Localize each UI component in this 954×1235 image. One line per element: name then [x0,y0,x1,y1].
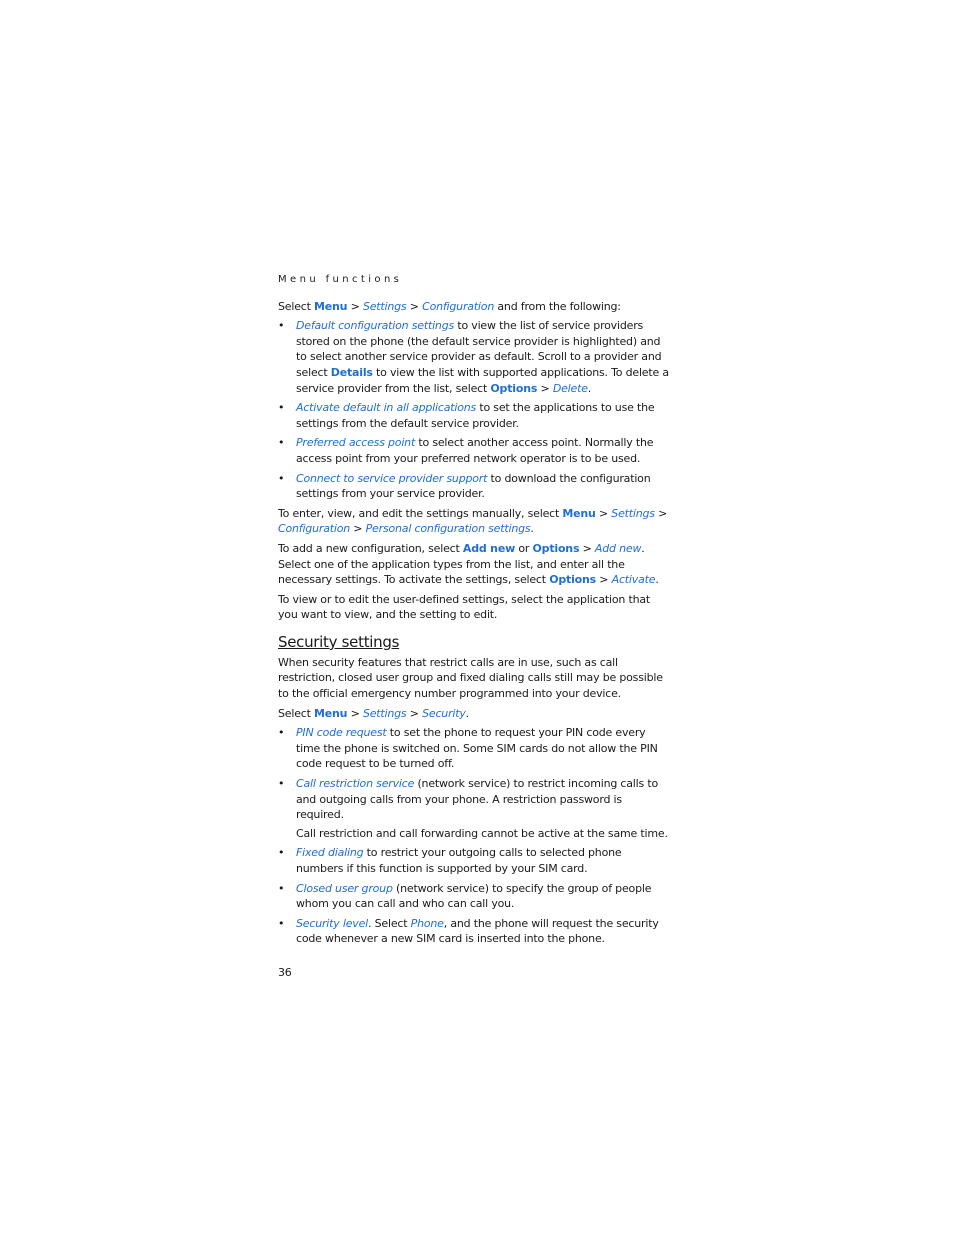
list-item: • Connect to service provider support to download the configuration settings from your service provider. [278,471,670,502]
manual-settings-paragraph: To enter, view, and edit the settings manually, select Menu > Settings > Configuration > Personal configuration settings. [278,506,668,536]
details-key: Details [330,365,373,379]
security-level-option: Security level [296,916,369,930]
security-option: Security [422,706,466,720]
security-intro-paragraph: When security features that restrict calls are in use, such as call restriction, closed user group and fixed dialing calls still may be possible to the official emergency number programmed into your device. [278,655,663,701]
list-item: • Call restriction service (network service) to restrict incoming calls to and outgoing calls from your phone. A restriction password is required. Call restriction and call forwarding cannot be active at the same time. [278,776,670,841]
menu-key: Menu [314,299,348,313]
list-item: • Preferred access point to select another access point. Normally the access point from your preferred network operator is to be used. [278,435,670,466]
list-item: • Default configuration settings to view the list of service providers stored on the phone (the default service provider is highlighted) and to select another service provider as default. Scroll to a provider and select Details to view the list with supported applications. To delete a service provider from the list, select Options > Delete. [278,318,670,396]
page-content [278,272,670,981]
config-options-list [278,318,670,502]
options-key: Options [532,541,580,555]
personal-configuration-option: Personal configuration settings [365,522,531,536]
pin-code-request-option: PIN code request [296,726,387,740]
call-restriction-service-option: Call restriction service [296,777,415,791]
add-new-key: Add new [462,541,516,555]
list-item: • Fixed dialing to restrict your outgoing calls to selected phone numbers if this function is supported by your SIM card. [278,845,670,876]
page-number: 36 [278,965,292,979]
list-item: • Closed user group (network service) to specify the group of people whom you can call and who can call you. [278,881,670,912]
add-configuration-paragraph: To add a new configuration, select Add new or Options > Add new. Select one of the application types from the list, and enter all the necessary settings. To activate the settings, select Options > Activate. [278,541,659,587]
security-options-list [278,725,670,947]
running-head: Menu functions [278,274,403,285]
connect-to-support-option: Connect to service provider support [296,471,488,485]
closed-user-group-option: Closed user group [296,881,393,895]
menu-key: Menu [562,506,596,520]
list-item: • PIN code request to set the phone to request your PIN code every time the phone is switched on. Some SIM cards do not allow the PIN code request to be turned off. [278,725,670,772]
list-item: • Security level. Select Phone, and the phone will request the security code whenever a new SIM card is inserted into the phone. [278,916,670,947]
default-configuration-settings-option: Default configuration settings [296,319,455,333]
options-key: Options [490,381,538,395]
phone-option: Phone [410,916,444,930]
menu-key: Menu [314,706,348,720]
config-intro: Select Menu > Settings > Configuration and from the following: [278,299,621,313]
activate-option: Activate [611,573,656,587]
call-restriction-note: Call restriction and call forwarding cannot be active at the same time. [296,826,668,840]
settings-option: Settings [362,299,407,313]
preferred-access-point-option: Preferred access point [296,436,416,450]
add-new-option: Add new [594,541,642,555]
delete-option: Delete [552,381,588,395]
security-settings-heading: Security settings [278,632,400,651]
settings-option: Settings [611,506,655,520]
configuration-option: Configuration [278,522,350,536]
security-select-paragraph: Select Menu > Settings > Security. [278,706,469,720]
list-item: • Activate default in all applications to set the applications to use the settings from the default service provider. [278,400,670,431]
fixed-dialing-option: Fixed dialing [296,846,364,860]
view-edit-paragraph: To view or to edit the user-defined settings, select the application that you want to view, and the setting to edit. [278,592,651,622]
configuration-option: Configuration [422,299,495,313]
activate-default-option: Activate default in all applications [296,401,477,415]
settings-option: Settings [362,706,407,720]
options-key: Options [549,573,596,587]
